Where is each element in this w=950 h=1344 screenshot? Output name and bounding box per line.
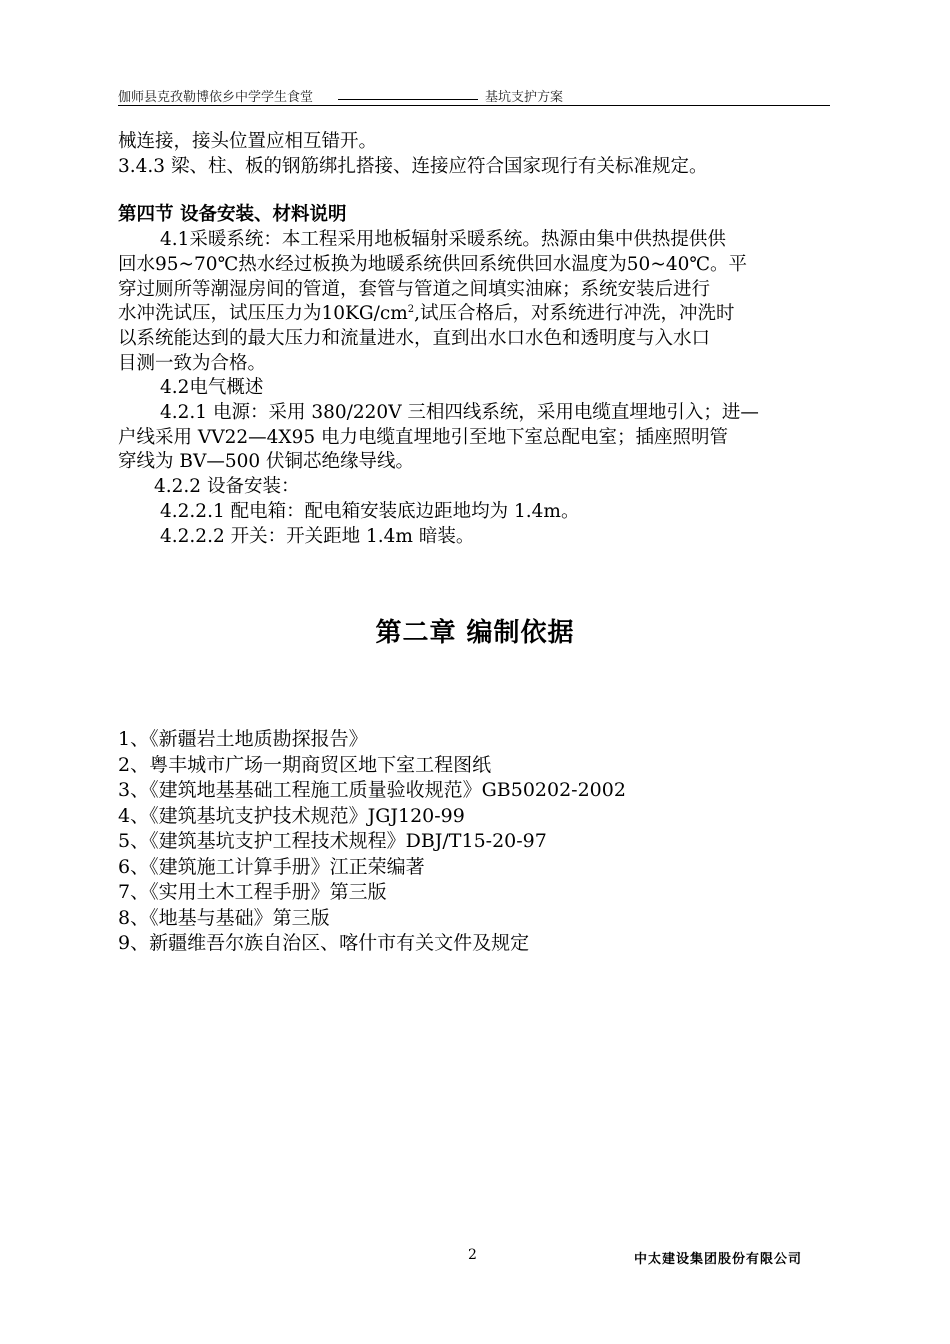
subsection-heading: 4.2.2 设备安装： [154,476,300,498]
header-divider [118,105,830,106]
paragraph-line: 目测一致为合格。 [118,352,267,374]
superscript: 2 [407,304,415,316]
reference-list [118,727,830,957]
page-number: 2 [468,1247,477,1263]
reference-item: 4、《建筑基坑支护技术规范》JGJ120-99 [118,804,465,827]
paragraph-line: 4.2.2.1 配电箱：配电箱安装底边距地均为 1.4m。 [160,500,580,522]
subsection-heading: 4.2电气概述 [160,377,264,399]
reference-item: 1、《新疆岩土地质勘探报告》 [118,728,368,750]
reference-item: 7、《实用土木工程手册》第三版 [118,881,387,903]
footer-company-name: 中太建设集团股份有限公司 [634,1252,803,1267]
header-underline [338,99,478,100]
header-project-name: 伽师县克孜勒博依乡中学学生食堂 [118,90,314,105]
paragraph-line: 4.1采暖系统：本工程采用地板辐射采暖系统。热源由集中供热提供供 [160,229,726,251]
reference-item: 3、《建筑地基基础工程施工质量验收规范》GB50202-2002 [118,779,626,801]
text-run: 水冲洗试压，试压压力为10KG/cm [118,303,408,325]
text-run: ,试压合格后，对系统进行冲洗，冲洗时 [414,303,735,325]
reference-item: 2、粤丰城市广场一期商贸区地下室工程图纸 [118,753,492,776]
paragraph-line: 3.4.3 梁、柱、板的钢筋绑扎搭接、连接应符合国家现行有关标准规定。 [118,155,708,177]
reference-item: 9、新疆维吾尔族自治区、喀什市有关文件及规定 [118,932,530,954]
reference-item: 8、《地基与基础》第三版 [118,906,330,929]
paragraph-line: 穿线为 BV—500 伏铜芯绝缘导线。 [118,451,415,473]
reference-item: 5、《建筑基坑支护工程技术规程》DBJ/T15-20-97 [118,830,547,852]
chapter-title: 第二章 编制依据 [375,618,575,648]
document-body [118,130,830,549]
page-header [118,86,830,106]
paragraph-line: 4.2.1 电源：采用 380/220V 三相四线系统，采用电缆直埋地引入；进— [160,402,759,424]
paragraph-line: 以系统能达到的最大压力和流量进水，直到出水口水色和透明度与入水口 [118,327,711,349]
paragraph-line: 械连接，接头位置应相互错开。 [118,131,378,152]
section-heading: 第四节 设备安装、材料说明 [118,204,347,226]
paragraph-line: 4.2.2.2 开关：开关距地 1.4m 暗装。 [160,525,475,547]
paragraph-line: 户线采用 VV22—4X95 电力电缆直埋地引至地下室总配电室；插座照明管 [118,426,729,448]
paragraph-line [118,302,830,327]
reference-item: 6、《建筑施工计算手册》江正荣编著 [118,855,425,878]
paragraph-line: 回水95~70℃热水经过板换为地暖系统供回系统供回水温度为50~40℃。平 [118,253,748,275]
paragraph-line: 穿过厕所等潮湿房间的管道，套管与管道之间填实油麻；系统安装后进行 [118,278,711,300]
header-document-title: 基坑支护方案 [485,90,564,105]
